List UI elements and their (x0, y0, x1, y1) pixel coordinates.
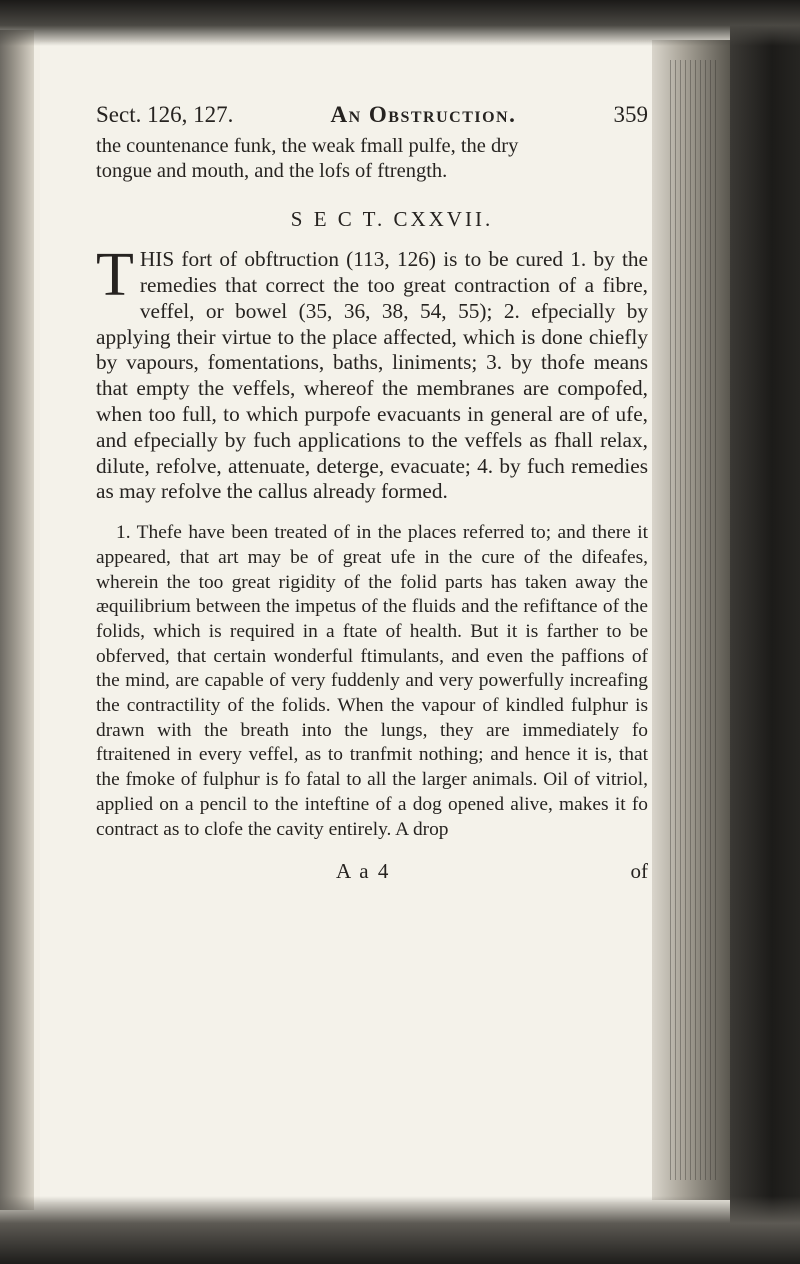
note-paragraph: 1. Thefe have been treated of in the places referred to; and there it appeared, that art may be of great ufe in the cure of the difeafes, wherein the too great rigidity of the folid parts has taken away the æquilibrium between the impetus of the fluids and the refiftance of the folids, which is required in a ftate of health. But it is farther to be obferved, that certain wonderful ftimulants, and even the paffions of the mind, are capable of very fuddenly and very powerfully increafing the contractility of the folids. When the vapour of kindled fulphur is drawn with the breath into the lungs, they are immediately fo ftraitened in every veffel, as to tranfmit nothing; and hence it is, that the fmoke of fulphur is fo fatal to all the larger animals. Oil of vitriol, applied on a pencil to the inteftine of a dog opened alive, makes it fo contract as to clofe the cavity entirely. A drop (96, 522, 648, 840)
main-paragraph (96, 241, 648, 505)
section-title: S E C T. CXXVII. (290, 207, 494, 232)
catchword: of (630, 858, 648, 883)
page-text (96, 100, 648, 882)
continuation-line-2: tongue and mouth, and the lofs of ftrength. (96, 159, 448, 182)
top-shadow (0, 0, 800, 46)
page-footer (96, 860, 648, 882)
page-number: 359 (613, 102, 648, 127)
right-cover-shadow (730, 0, 800, 1264)
header-section-ref: Sect. 126, 127. (96, 102, 234, 127)
signature-mark: A a 4 (336, 858, 391, 883)
running-header (96, 100, 648, 130)
page-edge-lines (670, 60, 720, 1180)
header-title: An Obstruction. (330, 102, 517, 127)
main-paragraph-text: HIS fort of obftruction (113, 126) is to be cured 1. by the remedies that correct the too great contraction of a fibre, veffel, or bowel (35, 36, 38, 54, 55); 2. efpecially by applying their virtue to the place affected, which is done chiefly by vapours, fomentations, baths, liniments; 3. by thofe means that empty the veffels, whereof the membranes are compofed, when too full, to which purpofe evacuants in general are of ufe, and efpecially by fuch applications to the veffels as fhall relax, dilute, refolve, attenuate, deterge, evacuate; 4. by fuch remedies as may refolve the callus already formed. (96, 247, 648, 504)
bottom-shadow (0, 1196, 800, 1264)
continuation-line-1: the countenance funk, the weak fmall pulfe, the dry (96, 135, 519, 157)
left-binding-shadow (0, 30, 34, 1210)
drop-cap: T (96, 241, 134, 310)
